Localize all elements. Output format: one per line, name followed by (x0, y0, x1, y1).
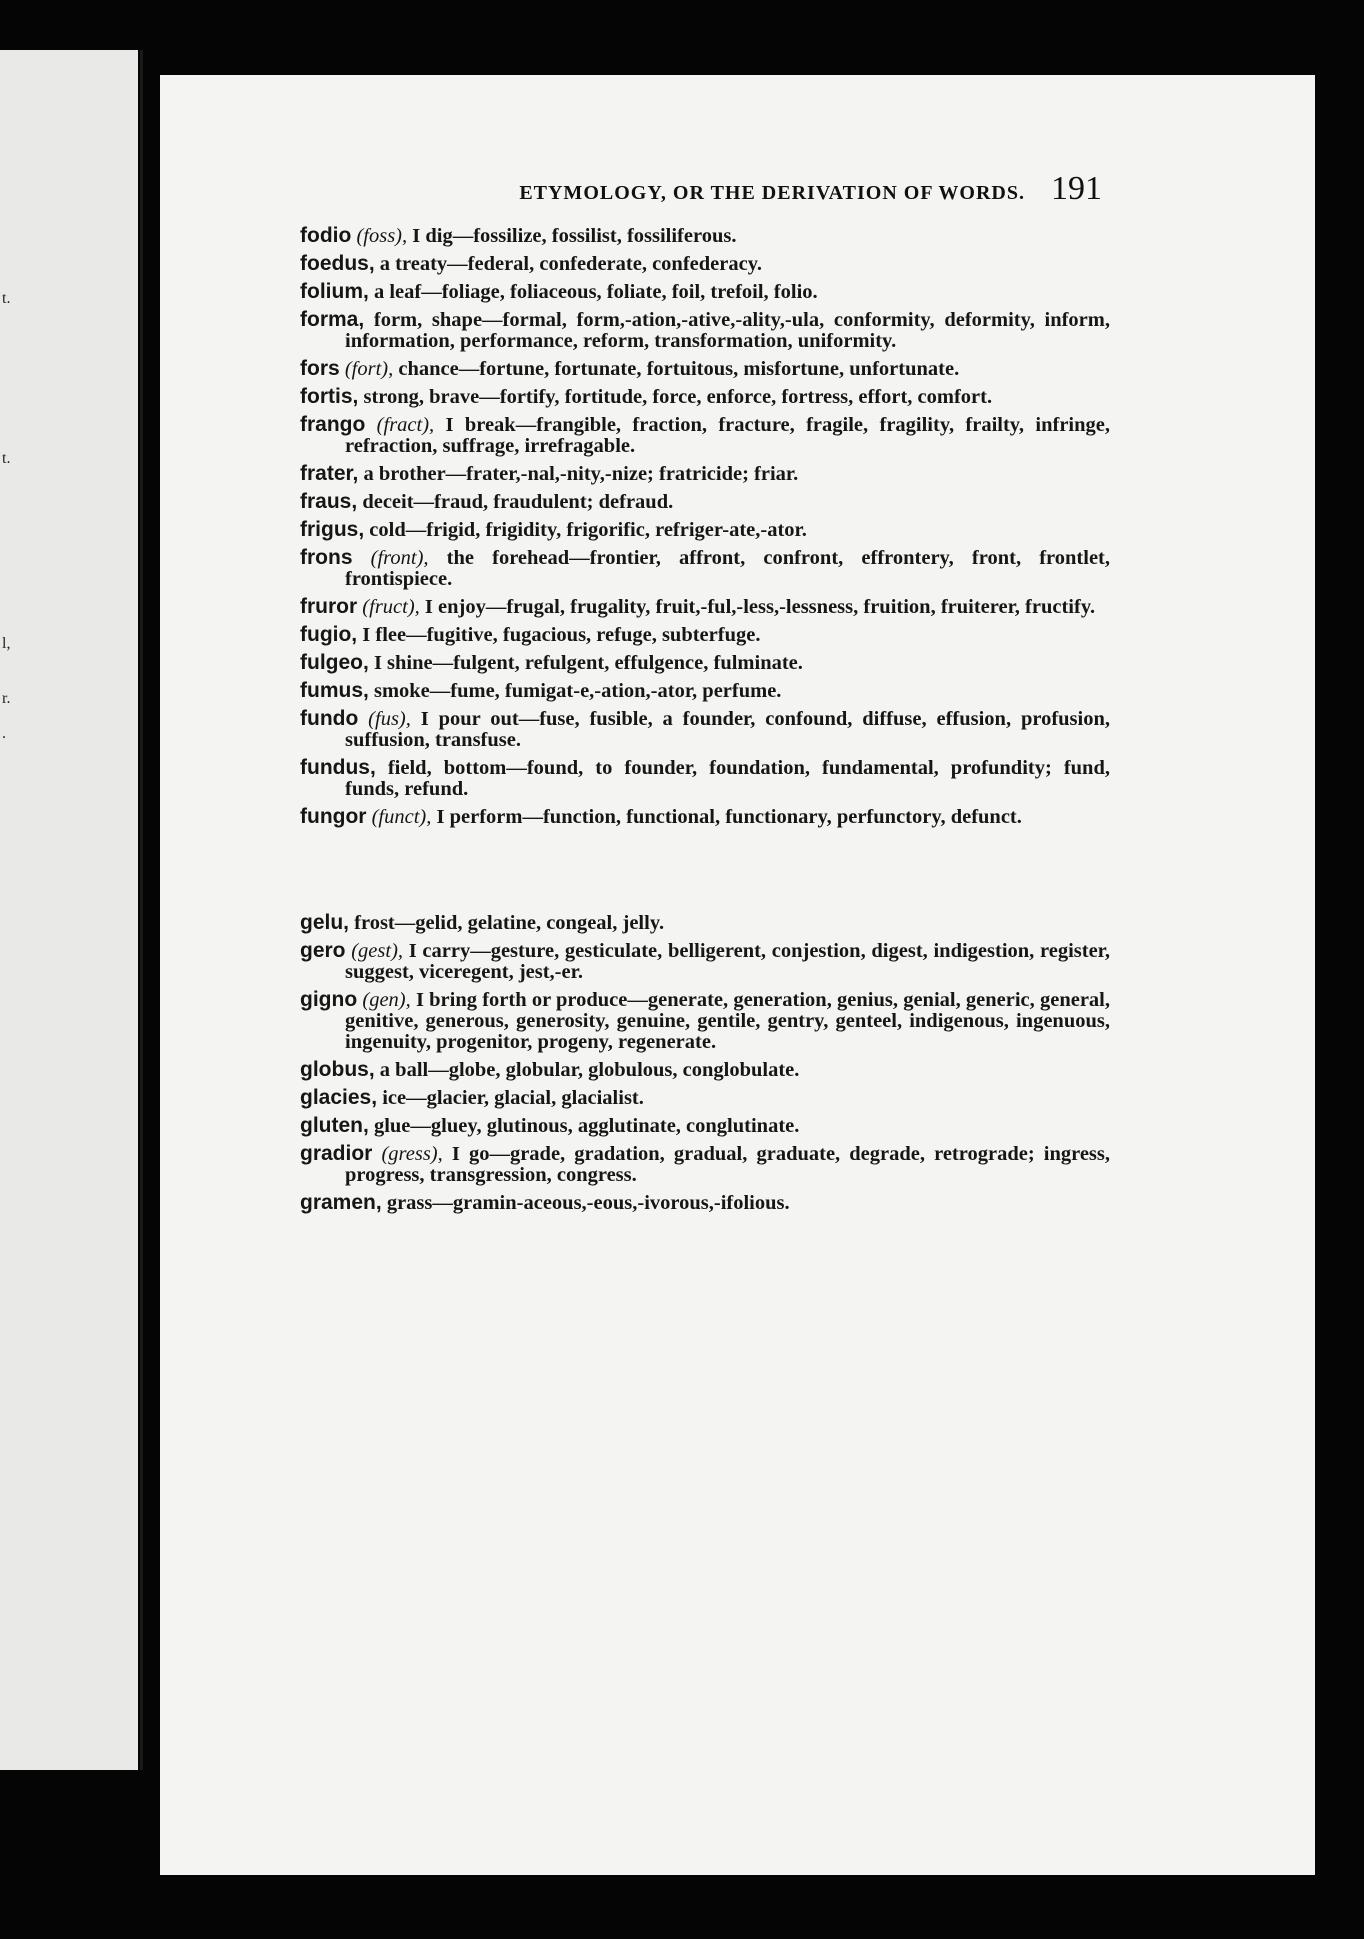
entry-headword: gigno (300, 988, 358, 1011)
entries-g-block (300, 912, 1110, 1214)
entry-headword: globus, (300, 1058, 375, 1081)
entry-root: (fruct), (362, 596, 420, 618)
entry-derivatives: chance—fortune, fortunate, fortuitous, misfortune, unfortunate. (393, 358, 960, 380)
dictionary-entry (300, 225, 1110, 247)
entry-derivatives: I break—frangible, fraction, fracture, fragile, fragility, frailty, infringe, refraction, suffrage, irrefragable. (345, 414, 1110, 457)
entry-headword: fulgeo, (300, 651, 369, 674)
dictionary-entry (300, 1143, 1110, 1186)
dictionary-entry (300, 1087, 1110, 1109)
dictionary-entry (300, 989, 1110, 1053)
dictionary-entry (300, 680, 1110, 702)
dictionary-entry (300, 414, 1110, 457)
dictionary-entry (300, 912, 1110, 934)
entry-headword: frons (300, 546, 353, 569)
dictionary-entry (300, 547, 1110, 590)
entry-derivatives: I carry—gesture, gesticulate, belligerent, conjestion, digest, indigestion, register, suggest, viceregent, jest,-er. (345, 940, 1111, 983)
facing-page-fragment: t. (2, 450, 11, 467)
entry-headword: fors (300, 357, 340, 380)
page-header (242, 170, 1102, 208)
entry-headword: fruror (300, 595, 358, 618)
facing-page (0, 50, 138, 1770)
entry-headword: gradior (300, 1142, 373, 1165)
entry-headword: frango (300, 413, 366, 436)
dictionary-entry (300, 596, 1110, 618)
entry-headword: fugio, (300, 623, 358, 646)
entry-derivatives: a ball—globe, globular, globulous, conglobulate. (374, 1059, 800, 1081)
entry-root: (gen), (362, 989, 411, 1011)
entry-derivatives: I enjoy—frugal, frugality, fruit,-ful,-less,-lessness, fruition, fruiterer, fructify. (419, 596, 1096, 618)
entry-derivatives: I flee—fugitive, fugacious, refuge, subterfuge. (357, 624, 761, 646)
entry-headword: fumus, (300, 679, 369, 702)
entry-derivatives: grass—gramin-aceous,-eous,-ivorous,-ifolious. (381, 1192, 790, 1214)
dictionary-entry (300, 463, 1110, 485)
facing-page-fragment: r. (2, 690, 11, 707)
entry-headword: glacies, (300, 1086, 378, 1109)
dictionary-entry (300, 1192, 1110, 1214)
entry-headword: folium, (300, 280, 369, 303)
entry-root: (fus), (368, 708, 411, 730)
entry-headword: gluten, (300, 1114, 369, 1137)
dictionary-entry (300, 519, 1110, 541)
entry-derivatives: I bring forth or produce—generate, generation, genius, genial, generic, general, genitive, generous, generosity, genuine, gentile, gentry, genteel, indigenous, ingenuous, ingenuity, progenitor, progeny, regenerate. (345, 989, 1111, 1053)
entry-derivatives: smoke—fume, fumigat-e,-ation,-ator, perfume. (368, 680, 782, 702)
entry-derivatives: a leaf—foliage, foliaceous, foliate, foil, trefoil, folio. (368, 281, 818, 303)
entry-derivatives: the forehead—frontier, affront, confront, effrontery, front, frontlet, frontispiece. (345, 547, 1111, 590)
entry-derivatives: ice—glacier, glacial, glacialist. (377, 1087, 644, 1109)
entry-root: (funct), (371, 806, 432, 828)
dictionary-entry (300, 281, 1110, 303)
entry-derivatives: I shine—fulgent, refulgent, effulgence, fulminate. (368, 652, 803, 674)
entry-headword: gelu, (300, 911, 350, 934)
running-head: ETYMOLOGY, OR THE DERIVATION OF WORDS. (519, 182, 1025, 204)
page-gutter (140, 50, 143, 1770)
facing-page-fragment: t. (2, 290, 11, 307)
dictionary-entry (300, 309, 1110, 352)
entry-root: (gest), (351, 940, 404, 962)
entry-derivatives: form, shape—formal, form,-ation,-ative,-ality,-ula, conformity, deformity, inform, information, performance, reform, transformation, uniformity. (345, 309, 1110, 352)
entry-derivatives: glue—gluey, glutinous, agglutinate, conglutinate. (368, 1115, 800, 1137)
entry-derivatives: field, bottom—found, to founder, foundation, fundamental, profundity; fund, funds, refund. (345, 757, 1110, 800)
entry-headword: fungor (300, 805, 367, 828)
entry-headword: fundo (300, 707, 359, 730)
dictionary-entry (300, 1115, 1110, 1137)
entry-derivatives: I go—grade, gradation, gradual, graduate, degrade, retrograde; ingress, progress, transgression, congress. (345, 1143, 1111, 1186)
entry-root: (gress), (381, 1143, 443, 1165)
entries-f-block (300, 225, 1110, 828)
entry-root: (fract), (376, 414, 435, 436)
entry-headword: frigus, (300, 518, 365, 541)
dictionary-entry (300, 757, 1110, 800)
entry-derivatives: a brother—frater,-nal,-nity,-nize; fratricide; friar. (358, 463, 799, 485)
entry-derivatives: I perform—function, functional, functionary, perfunctory, defunct. (431, 806, 1022, 828)
entry-headword: fraus, (300, 490, 358, 513)
entry-root: (front), (370, 547, 429, 569)
dictionary-entry (300, 652, 1110, 674)
entry-derivatives: deceit—fraud, fraudulent; defraud. (357, 491, 674, 513)
page-number: 191 (1051, 170, 1102, 207)
entry-headword: foedus, (300, 252, 375, 275)
entry-list (300, 225, 1110, 1220)
facing-page-fragment: . (2, 725, 6, 742)
dictionary-entry (300, 1059, 1110, 1081)
dictionary-entry (300, 624, 1110, 646)
entry-headword: gero (300, 939, 346, 962)
entry-derivatives: strong, brave—fortify, fortitude, force, enforce, fortress, effort, comfort. (358, 386, 993, 408)
entry-headword: gramen, (300, 1191, 382, 1214)
entry-derivatives: I pour out—fuse, fusible, a founder, confound, diffuse, effusion, profusion, suffusion, transfuse. (345, 708, 1110, 751)
dictionary-entry (300, 940, 1110, 983)
dictionary-entry (300, 708, 1110, 751)
entry-derivatives: cold—frigid, frigidity, frigorific, refriger-ate,-ator. (364, 519, 807, 541)
entry-headword: forma, (300, 308, 365, 331)
entry-derivatives: a treaty—federal, confederate, confederacy. (374, 253, 762, 275)
dictionary-entry (300, 386, 1110, 408)
dictionary-entry (300, 253, 1110, 275)
entry-headword: fortis, (300, 385, 359, 408)
entry-root: (foss), (356, 225, 408, 247)
entry-headword: fundus, (300, 756, 376, 779)
facing-page-fragment: l, (2, 635, 11, 652)
entry-root: (fort), (344, 358, 394, 380)
entry-headword: fodio (300, 224, 352, 247)
entry-headword: frater, (300, 462, 359, 485)
dictionary-entry (300, 491, 1110, 513)
dictionary-entry (300, 806, 1110, 828)
entry-derivatives: I dig—fossilize, fossilist, fossiliferous. (407, 225, 737, 247)
dictionary-entry (300, 358, 1110, 380)
entry-derivatives: frost—gelid, gelatine, congeal, jelly. (349, 912, 665, 934)
